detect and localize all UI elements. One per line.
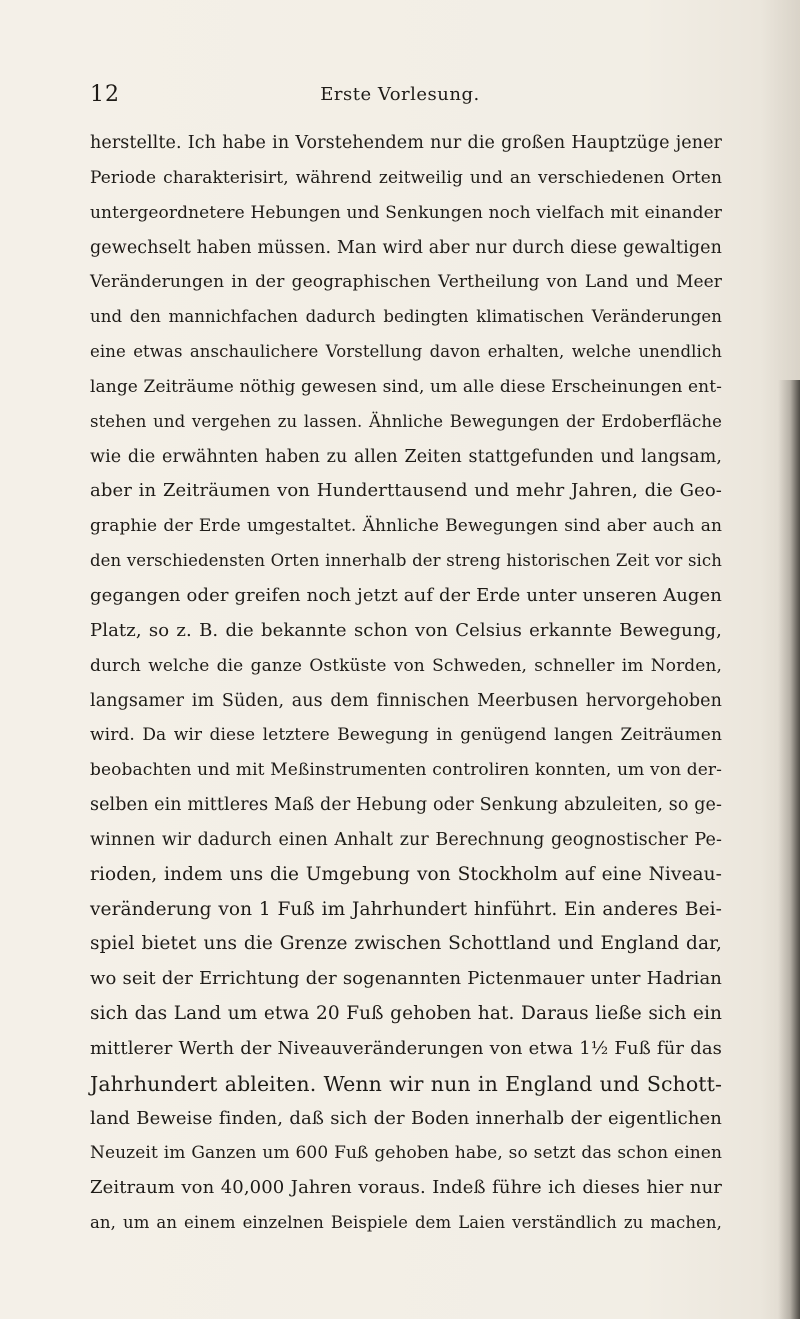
text-line: Zeitraum von 40,000 Jahren voraus. Indeß führe ich dieses hier nur (90, 1177, 722, 1199)
text-line: an, um an einem einzelnen Beispiele dem Laien verständlich zu machen, (90, 1213, 722, 1233)
text-line: eine etwas anschaulichere Vorstellung davon erhalten, welche unendlich (90, 342, 722, 362)
text-line: Jahrhundert ableiten. Wenn wir nun in England und Schott- (90, 1071, 722, 1096)
text-line: spiel bietet uns die Grenze zwischen Schottland und England dar, (90, 933, 722, 955)
text-line: aber in Zeiträumen von Hunderttausend und mehr Jahren, die Geo- (90, 480, 722, 502)
page-number: 12 (90, 82, 120, 107)
text-line: herstellte. Ich habe in Vorstehendem nur die großen Hauptzüge jener (90, 133, 722, 153)
text-line: graphie der Erde umgestaltet. Ähnliche Bewegungen sind aber auch an (90, 516, 722, 537)
running-head: Erste Vorlesung. (320, 84, 480, 105)
text-line: gegangen oder greifen noch jetzt auf der Erde unter unseren Augen (90, 584, 722, 606)
text-line: und den mannichfachen dadurch bedingten klimatischen Veränderungen (90, 307, 722, 327)
text-line: Veränderungen in der geographischen Vertheilung von Land und Meer (90, 272, 722, 293)
text-line: gewechselt haben müssen. Man wird aber nur durch diese gewaltigen (90, 237, 722, 258)
text-line: durch welche die ganze Ostküste von Schweden, schneller im Norden, (90, 655, 722, 676)
text-line: land Beweise finden, daß sich der Boden innerhalb der eigentlichen (90, 1107, 722, 1129)
page-header (90, 82, 710, 112)
text-line: mittlerer Werth der Niveauveränderungen von etwa 1½ Fuß für das (90, 1037, 722, 1059)
text-line: Neuzeit im Ganzen um 600 Fuß gehoben habe, so setzt das schon einen (90, 1143, 722, 1164)
text-line: wird. Da wir diese letztere Bewegung in genügend langen Zeiträumen (90, 725, 722, 746)
text-line: langsamer im Süden, aus dem finnischen Meerbusen hervorgehoben (90, 690, 722, 711)
text-line: lange Zeiträume nöthig gewesen sind, um alle diese Erscheinungen ent- (90, 376, 722, 397)
body-text (90, 126, 722, 1241)
text-line: winnen wir dadurch einen Anhalt zur Berechnung geognostischer Pe- (90, 829, 722, 850)
text-line: beobachten und mit Meßinstrumenten controliren konnten, um von der- (90, 760, 722, 781)
text-line: stehen und vergehen zu lassen. Ähnliche Bewegungen der Erdoberfläche (90, 411, 722, 431)
text-line: wie die erwähnten haben zu allen Zeiten stattgefunden und langsam, (90, 446, 722, 467)
text-line: untergeordnetere Hebungen und Senkungen noch vielfach mit einander (90, 202, 722, 223)
text-line: veränderung von 1 Fuß im Jahrhundert hinführt. Ein anderes Bei- (90, 898, 722, 920)
text-line: Periode charakterisirt, während zeitweilig und an verschiedenen Orten (90, 167, 722, 188)
text-line: wo seit der Errichtung der sogenannten Pictenmauer unter Hadrian (90, 968, 722, 990)
text-line: selben ein mittleres Maß der Hebung oder Senkung abzuleiten, so ge- (90, 795, 722, 816)
text-line: Platz, so z. B. die bekannte schon von Celsius erkannte Bewegung, (90, 619, 722, 641)
text-line: sich das Land um etwa 20 Fuß gehoben hat. Daraus ließe sich ein (90, 1003, 722, 1025)
text-line: rioden, indem uns die Umgebung von Stockholm auf eine Niveau- (90, 863, 722, 885)
text-line: den verschiedensten Orten innerhalb der streng historischen Zeit vor sich (90, 551, 722, 571)
page-edge-shadow (778, 380, 800, 1319)
